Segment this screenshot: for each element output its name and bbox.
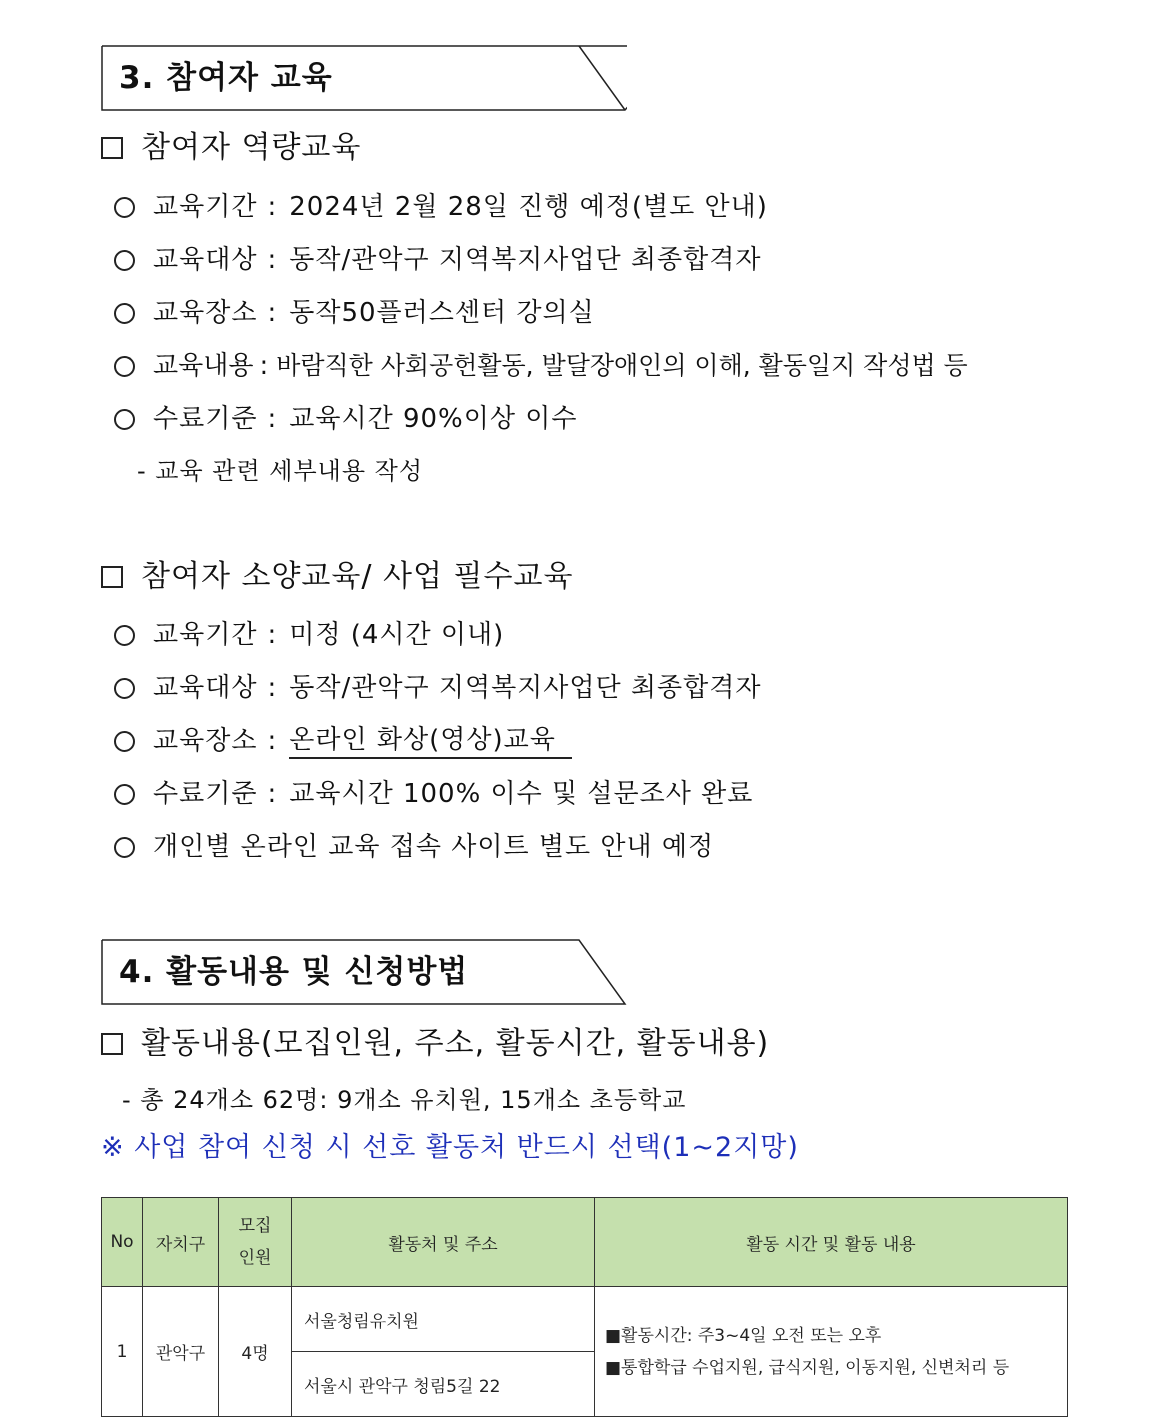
item-separator: : bbox=[267, 245, 278, 275]
literacy-item-criteria bbox=[114, 776, 753, 812]
item-value: 바람직한 사회공헌활동, 발달장애인의 이해, 활동일지 작성법 등 bbox=[276, 351, 968, 380]
cell-district: 관악구 bbox=[143, 1287, 219, 1417]
item-value: 미정 (4시간 이내) bbox=[289, 620, 505, 650]
activity-summary: - 총 24개소 62명: 9개소 유치원, 15개소 초등학교 bbox=[122, 1086, 687, 1114]
header-recruit-line-1: 모집 bbox=[238, 1216, 272, 1236]
literacy-heading bbox=[101, 557, 573, 597]
competency-heading bbox=[101, 128, 361, 168]
square-bullet-icon bbox=[101, 137, 123, 159]
item-label: 교육장소 bbox=[153, 726, 258, 756]
description-tasks: ■통합학급 수업지원, 급식지원, 이동지원, 신변처리 등 bbox=[605, 1357, 1010, 1378]
circle-bullet-icon bbox=[114, 837, 135, 858]
item-label: 교육기간 bbox=[153, 620, 258, 650]
cell-description bbox=[595, 1287, 1068, 1417]
item-separator: : bbox=[259, 351, 269, 381]
circle-bullet-icon bbox=[114, 784, 135, 805]
activity-heading-text: 활동내용(모집인원, 주소, 활동시간, 활동내용) bbox=[141, 1026, 770, 1061]
header-recruit bbox=[219, 1198, 292, 1287]
item-separator: : bbox=[267, 298, 278, 328]
item-value: 동작/관악구 지역복지사업단 최종합격자 bbox=[289, 245, 762, 275]
literacy-item-period bbox=[114, 617, 504, 653]
section-3-header bbox=[101, 45, 627, 111]
circle-bullet-icon bbox=[114, 678, 135, 699]
item-value: 교육시간 100% 이수 및 설문조사 완료 bbox=[289, 779, 754, 809]
item-separator: : bbox=[267, 779, 278, 809]
description-time: ■활동시간: 주3~4일 오전 또는 오후 bbox=[605, 1325, 882, 1346]
square-bullet-icon bbox=[101, 1033, 123, 1055]
competency-item-place bbox=[114, 295, 595, 331]
competency-item-target bbox=[114, 242, 762, 278]
competency-item-period bbox=[114, 189, 768, 225]
competency-dash-note: - 교육 관련 세부내용 작성 bbox=[137, 457, 424, 485]
activity-notice: ※ 사업 참여 신청 시 선호 활동처 반드시 선택(1~2지망) bbox=[101, 1132, 799, 1163]
literacy-heading-text: 참여자 소양교육/ 사업 필수교육 bbox=[141, 559, 574, 594]
circle-bullet-icon bbox=[114, 303, 135, 324]
circle-bullet-icon bbox=[114, 625, 135, 646]
table-header-row bbox=[102, 1198, 1068, 1287]
activity-table bbox=[101, 1197, 1068, 1417]
circle-bullet-icon bbox=[114, 197, 135, 218]
item-value-underlined: 온라인 화상(영상)교육 bbox=[289, 723, 572, 759]
cell-address: 서울시 관악구 청림5길 22 bbox=[292, 1352, 595, 1417]
header-district: 자치구 bbox=[143, 1198, 219, 1287]
header-place: 활동처 및 주소 bbox=[292, 1198, 595, 1287]
square-bullet-icon bbox=[101, 566, 123, 588]
item-value: 동작/관악구 지역복지사업단 최종합격자 bbox=[289, 673, 762, 703]
header-content: 활동 시간 및 활동 내용 bbox=[595, 1198, 1068, 1287]
item-label: 교육내용 bbox=[153, 351, 254, 381]
section-4-header bbox=[101, 939, 627, 1005]
activity-heading bbox=[101, 1024, 769, 1064]
literacy-item-extra bbox=[114, 829, 714, 865]
section-3-title: 3. 참여자 교육 bbox=[119, 60, 333, 96]
circle-bullet-icon bbox=[114, 731, 135, 752]
literacy-item-target bbox=[114, 670, 762, 706]
header-no: No bbox=[102, 1198, 143, 1287]
circle-bullet-icon bbox=[114, 356, 135, 377]
competency-item-content bbox=[114, 348, 968, 384]
item-value: 교육시간 90%이상 이수 bbox=[289, 404, 578, 434]
item-separator: : bbox=[267, 404, 278, 434]
circle-bullet-icon bbox=[114, 409, 135, 430]
section-4-title: 4. 활동내용 및 신청방법 bbox=[119, 954, 469, 990]
header-recruit-line-2: 인원 bbox=[238, 1248, 272, 1268]
competency-heading-text: 참여자 역량교육 bbox=[141, 130, 362, 165]
item-label: 교육장소 bbox=[153, 298, 258, 328]
item-label: 수료기준 bbox=[153, 404, 258, 434]
item-value: 2024년 2월 28일 진행 예정(별도 안내) bbox=[289, 192, 768, 222]
item-label: 교육기간 bbox=[153, 192, 258, 222]
item-separator: : bbox=[267, 673, 278, 703]
cell-count: 4명 bbox=[219, 1287, 292, 1417]
literacy-item-place bbox=[114, 723, 572, 759]
item-value: 동작50플러스센터 강의실 bbox=[289, 298, 595, 328]
circle-bullet-icon bbox=[114, 250, 135, 271]
item-separator: : bbox=[267, 726, 278, 756]
item-label: 교육대상 bbox=[153, 245, 258, 275]
competency-item-criteria bbox=[114, 401, 577, 437]
item-label: 교육대상 bbox=[153, 673, 258, 703]
cell-place-name: 서울청림유치원 bbox=[292, 1287, 595, 1352]
table-row bbox=[102, 1287, 1068, 1352]
item-value: 개인별 온라인 교육 접속 사이트 별도 안내 예정 bbox=[153, 832, 715, 862]
item-label: 수료기준 bbox=[153, 779, 258, 809]
item-separator: : bbox=[267, 620, 278, 650]
item-separator: : bbox=[267, 192, 278, 222]
cell-no: 1 bbox=[102, 1287, 143, 1417]
